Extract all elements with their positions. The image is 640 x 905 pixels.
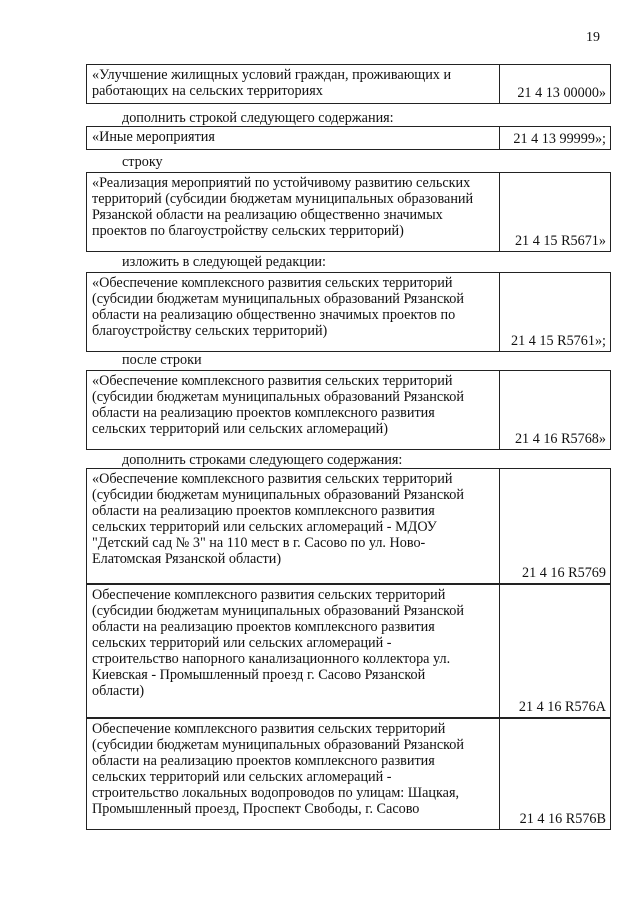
- description-line: «Обеспечение комплексного развития сельских территорий: [92, 373, 453, 389]
- row-description: [87, 585, 500, 717]
- description-line: Обеспечение комплексного развития сельских территорий: [92, 587, 446, 603]
- description-line: Рязанской области на реализацию общественно значимых: [92, 207, 443, 223]
- table-row: [86, 370, 611, 450]
- description-line: территорий (субсидии бюджетам муниципальных образований: [92, 191, 474, 207]
- description-line: «Обеспечение комплексного развития сельских территорий: [92, 275, 453, 291]
- description-line: области на реализацию проектов комплексного развития: [92, 503, 435, 519]
- row-description: [87, 127, 500, 149]
- description-line: «Иные мероприятия: [92, 129, 215, 145]
- description-line: области на реализацию проектов комплексного развития: [92, 619, 435, 635]
- budget-code: 21 4 13 00000»: [517, 85, 606, 101]
- table-row: [86, 468, 611, 584]
- table-row: [86, 64, 611, 104]
- description-line: "Детский сад № 3" на 110 мест в г. Сасово по ул. Ново-: [92, 535, 426, 551]
- description-line: области на реализацию общественно значимых проектов по: [92, 307, 456, 323]
- instruction-text: строку: [122, 154, 163, 170]
- budget-code: 21 4 15 R5671»: [514, 233, 606, 249]
- instruction-text: после строки: [122, 352, 202, 368]
- description-line: сельских территорий или сельских агломераций - МДОУ: [92, 519, 437, 535]
- row-description: [87, 719, 500, 829]
- description-line: благоустройству сельских территорий): [92, 323, 328, 339]
- table-row: [86, 126, 611, 150]
- description-line: строительство напорного канализационного коллектора ул.: [92, 651, 451, 667]
- description-line: (субсидии бюджетам муниципальных образований Рязанской: [92, 389, 464, 405]
- instruction-text: дополнить строкой следующего содержания:: [122, 110, 394, 126]
- page-number: 19: [586, 30, 600, 45]
- table-row: [86, 172, 611, 252]
- description-line: строительство локальных водопроводов по улицам: Шацкая,: [92, 785, 460, 801]
- description-line: «Улучшение жилищных условий граждан, проживающих и: [92, 67, 452, 83]
- description-line: области на реализацию проектов комплексного развития: [92, 405, 435, 421]
- table-row: [86, 584, 611, 718]
- description-line: проектов по благоустройству сельских территорий): [92, 223, 404, 239]
- budget-code: 21 4 16 R5769: [522, 565, 606, 581]
- row-description: [87, 371, 500, 449]
- description-line: работающих на сельских территориях: [92, 83, 323, 99]
- row-description: [87, 469, 500, 583]
- description-line: (субсидии бюджетам муниципальных образований Рязанской: [92, 487, 464, 503]
- description-line: «Реализация мероприятий по устойчивому развитию сельских: [92, 175, 471, 191]
- budget-code: 21 4 15 R5761»;: [511, 333, 606, 349]
- description-line: «Обеспечение комплексного развития сельских территорий: [92, 471, 453, 487]
- table-row: [86, 718, 611, 830]
- instruction-text: дополнить строками следующего содержания:: [122, 452, 403, 468]
- description-line: Промышленный проезд, Проспект Свободы, г. Сасово: [92, 801, 420, 817]
- row-description: [87, 173, 500, 251]
- description-line: области): [92, 683, 145, 699]
- row-description: [87, 273, 500, 351]
- description-line: области на реализацию проектов комплексного развития: [92, 753, 435, 769]
- description-line: сельских территорий или сельских агломераций): [92, 421, 388, 437]
- description-line: сельских территорий или сельских агломераций -: [92, 635, 392, 651]
- description-line: (субсидии бюджетам муниципальных образований Рязанской: [92, 603, 464, 619]
- instruction-text: изложить в следующей редакции:: [122, 254, 326, 270]
- table-row: [86, 272, 611, 352]
- budget-code: 21 4 13 99999»;: [513, 131, 606, 147]
- description-line: Елатомская Рязанской области): [92, 551, 282, 567]
- row-description: [87, 65, 500, 103]
- budget-code: 21 4 16 R576B: [519, 811, 606, 827]
- description-line: (субсидии бюджетам муниципальных образований Рязанской: [92, 291, 464, 307]
- description-line: сельских территорий или сельских агломераций -: [92, 769, 392, 785]
- description-line: Киевская - Промышленный проезд г. Сасово Рязанской: [92, 667, 426, 683]
- budget-code: 21 4 16 R576A: [518, 699, 606, 715]
- budget-code: 21 4 16 R5768»: [514, 431, 606, 447]
- description-line: Обеспечение комплексного развития сельских территорий: [92, 721, 446, 737]
- description-line: (субсидии бюджетам муниципальных образований Рязанской: [92, 737, 464, 753]
